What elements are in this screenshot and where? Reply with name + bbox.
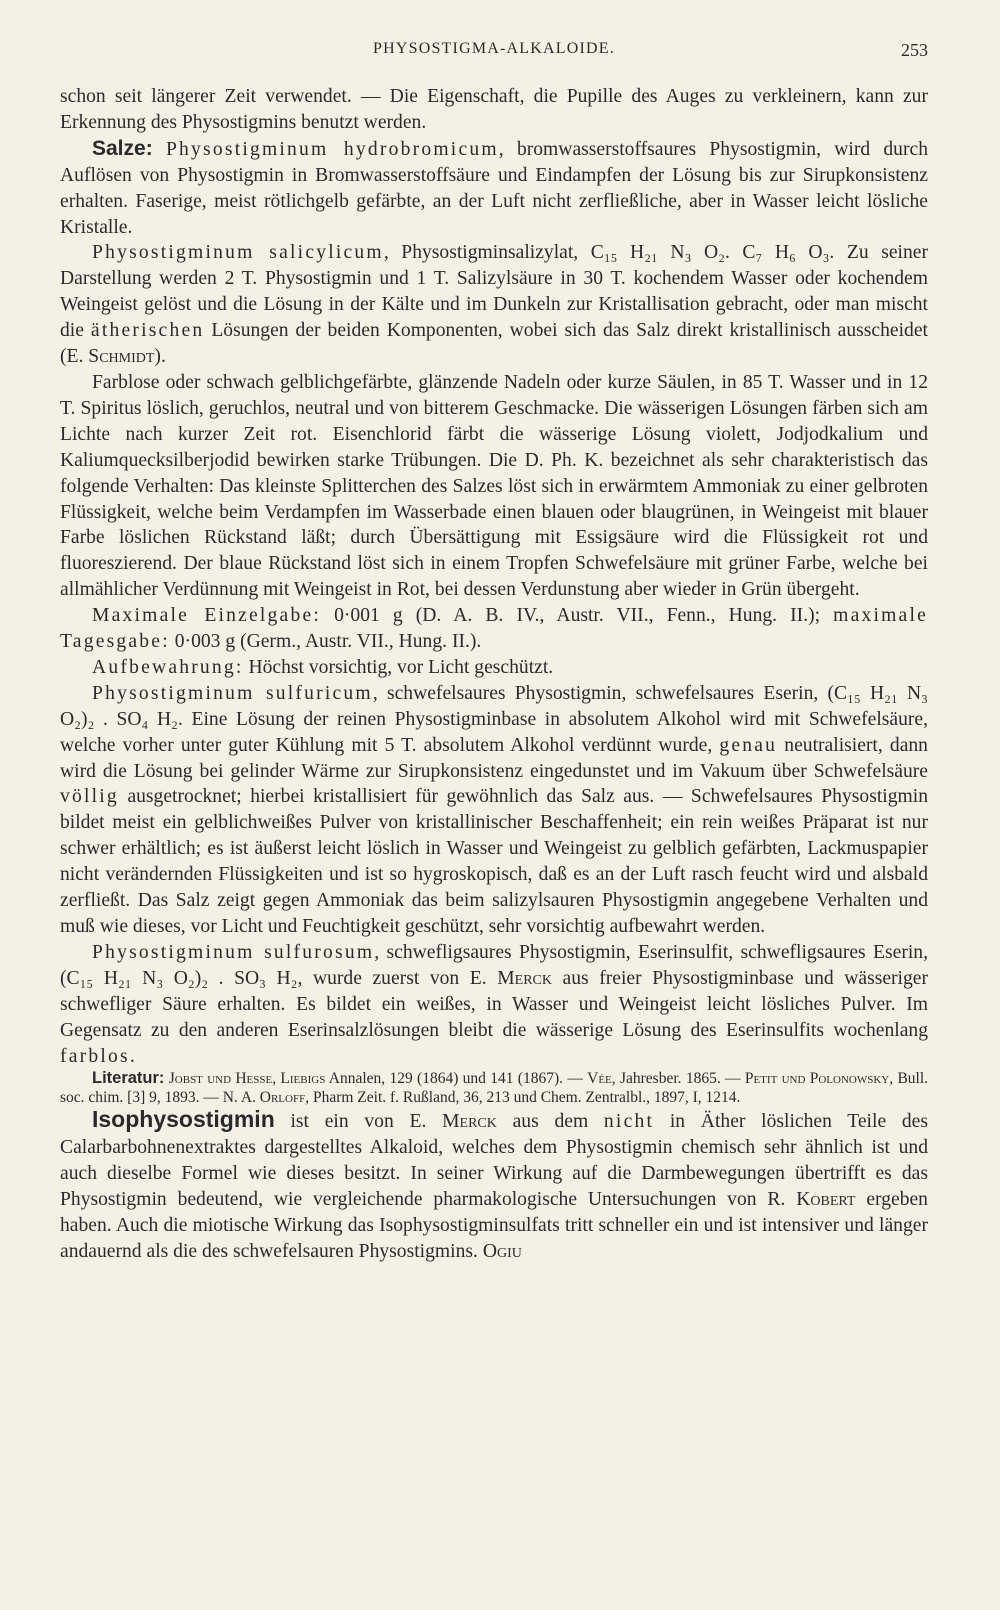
literature-label: Literatur:	[92, 1069, 165, 1088]
term-sulfurosum: Physostigminum sulfurosum	[92, 941, 375, 963]
text: , Jahresber. 1865. —	[611, 1070, 745, 1088]
paragraph-sulfuricum	[60, 681, 928, 940]
term-hydrobromicum: Physostigminum hydrobromicum	[165, 138, 499, 160]
literature-note	[60, 1069, 928, 1107]
text: ).	[154, 346, 166, 368]
page-header	[60, 0, 928, 70]
text: aus dem	[496, 1111, 604, 1133]
text: , Physostigminsalizylat, C₁₅ H₂₁ N₃ O₂. C₇ H₆ O₃. Zu seiner Darstellung werden 2 T. Physostigmin und 1 T. Salizylsäure in 30 T. kochendem Wasser oder kochendem Weingeist gelöst und die Lösung in der Kälte und im Dunkeln zur Kristallisation gebracht, oder man mischt die	[60, 242, 928, 342]
author-name: Merck	[497, 967, 552, 989]
text: Farblose oder schwach gelblichgefärbte, glänzende Nadeln oder kurze Säulen, in 85 T. Wasser und in 12 T. Spiritus löslich, geruchlos, neutral und von bitterem Geschmacke. Die wässerigen Lösungen färben sich am Lichte nach kurzer Zeit rot. Eisenchlorid färbt die wässerige Lösung violett, Jodjodkalium und Kaliumquecksilberjodid bewirken starke Trübungen. Die D. Ph. K. bezeichnet als sehr charakteristisch das folgende Verhalten: Das kleinste Splitterchen des Salzes löst sich in erwärmtem Ammoniak zu einer gelbroten Flüssigkeit, welche beim Verdampfen im Wasserbade einen blauen oder blaugrünen, in Weingeist mit blauer Farbe löslichen Rückstand läßt; durch Übersättigung mit Essigsäure wird die Flüssigkeit rot und fluoreszierend. Der blaue Rückstand löst sich in einem Tropfen Schwefelsäure mit grüner Farbe, welche bei allmählicher Verdünnung mit Weingeist in Rot, bei dessen Verdunstung aber wieder in Grün übergeht.	[60, 371, 928, 601]
paragraph-sulfurosum	[60, 940, 928, 1070]
label-einzelgabe: Maximale Einzelgabe:	[92, 605, 321, 627]
term-sulfuricum: Physostigminum sulfuricum	[92, 682, 373, 704]
term-salicylicum: Physostigminum salicylicum	[92, 242, 384, 264]
author-name: Orloff	[259, 1089, 306, 1107]
paragraph-salze	[60, 136, 928, 241]
text: .	[129, 1045, 135, 1067]
author-name: Petit und Polonowsky	[744, 1070, 890, 1088]
text: in Äther löslichen Teile des Calarbarbohnenextraktes dargestelltes Alkaloid, welches dem Physostigmin chemisch sehr ähnlich ist und auch dieselbe Formel wie dieses besitzt. In seiner Wirkung auf die Darmbewegungen übertrifft es das Physostigmin bedeutend, wie vergleichende pharmakologische Untersuchungen von R.	[60, 1111, 928, 1211]
paragraph-salicylicum	[60, 240, 928, 370]
section-label-salze: Salze:	[92, 136, 153, 160]
paragraph-1	[60, 84, 928, 136]
text: ist ein von E.	[274, 1111, 443, 1133]
author-name: Jobst und Hesse, Liebigs	[168, 1070, 326, 1088]
body-text	[60, 84, 928, 1265]
text: ausgetrocknet; hierbei kristallisiert für gewöhnlich das Salz aus. — Schwefelsaures Physostigmin bildet meist ein gelblichweißes Pulver von kristallinischer Beschaffenheit; ein rein weißes Präparat ist nur schwer erhältlich; es ist äußerst leicht löslich in Wasser und Weingeist zu gelblich gefärbten, Lackmuspapier nicht verändernden Flüssigkeiten und ist so hygroskopisch, daß es an der Luft rasch feucht wird und alsbald zerfließt. Das Salz zeigt gegen Ammoniak das beim salizylsauren Physostigmin angegebene Verhalten und muß wie dieses, vor Licht und Feuchtigkeit geschützt, sehr vorsichtig aufbewahrt werden.	[60, 786, 928, 937]
label-tagesgabe: maximale Tagesgabe:	[60, 605, 928, 653]
text: Lösungen der beiden Komponenten, wobei sich das Salz direkt kristallinisch ausscheidet (E.	[60, 320, 928, 368]
text: 0·003 g (Germ., Austr. VII., Hung. II.).	[169, 631, 482, 653]
spaced-word: genau	[719, 734, 778, 756]
author-name: Ogiu	[482, 1240, 522, 1262]
text: ergeben haben. Auch die miotische Wirkung das Isophysostigminsulfats tritt schneller ein und ist intensiver und länger andauernd als die des schwefelsauren Physostigmins.	[60, 1189, 928, 1262]
text: , schwefelsaures Physostigmin, schwefelsaures Eserin, (C₁₅ H₂₁ N₃ O₂)₂ . SO₄ H₂. Eine Lösung der reinen Physostigminbase in absolutem Alkohol wird mit Schwefelsäure, welche vorher unter guter Kühlung mit 5 T. absolutem Alkohol verdünnt wurde,	[60, 682, 929, 756]
author-name: Kobert	[796, 1189, 856, 1211]
paragraph-dosage	[60, 603, 928, 655]
text: schon seit längerer Zeit verwendet. — Die Eigenschaft, die Pupille des Auges zu verkleinern, kann zur Erkennung des Physostigmins benutzt werden.	[60, 86, 928, 133]
text: , schwefligsaures Physostigmin, Eserinsulfit, schwefligsaures Eserin, (C₁₅ H₂₁ N₃ O₂)₂ . SO₃ H₂, wurde zuerst von E.	[60, 941, 928, 989]
text: aus freier Physostigminbase und wässeriger schwefliger Säure erhalten. Es bildet ein weißes, in Wasser und Weingeist leicht lösliches Pulver. Im Gegensatz zu den anderen Eserinsalzlösungen bleibt die wässerige Lösung des Eserinsulfits wochenlang	[60, 967, 929, 1041]
spaced-word: ätherischen	[90, 320, 205, 342]
author-name: Merck	[442, 1111, 497, 1133]
spaced-word: nicht	[603, 1111, 655, 1133]
paragraph-properties	[60, 370, 928, 603]
author-name: Vée	[587, 1070, 612, 1088]
label-aufbewahrung: Aufbewahrung:	[92, 656, 244, 678]
running-head: PHYSOSTIGMA-ALKALOIDE.	[373, 40, 615, 57]
text: 0·001 g (D. A. B. IV., Austr. VII., Fenn., Hung. II.);	[321, 605, 834, 627]
text: Annalen, 129 (1864) und 141 (1867). —	[325, 1070, 588, 1088]
text: , Bull. soc. chim. [3] 9, 1893. — N. A.	[60, 1070, 929, 1107]
author-name: Schmidt	[88, 346, 155, 368]
text: , bromwasserstoffsaures Physostigmin, wird durch Auflösen von Physostigmin in Bromwasserstoffsäure und Eindampfen der Lösung bis zur Sirupkonsistenz erhalten. Faserige, meist rötlichgelb gefärbte, an der Luft nicht zerfließliche, aber in Wasser leicht lösliche Kristalle.	[60, 138, 928, 238]
text: Höchst vorsichtig, vor Licht geschützt.	[243, 656, 554, 678]
spaced-word: farblos	[60, 1045, 130, 1067]
paragraph-storage	[60, 655, 928, 681]
text: neutralisiert, dann wird die Lösung bei gelinder Wärme zur Sirupkonsistenz eingedunstet und im Vakuum über Schwefelsäure	[60, 734, 928, 782]
paragraph-isophysostigmin	[60, 1107, 928, 1264]
spaced-word: völlig	[60, 786, 119, 808]
page-number: 253	[901, 40, 928, 60]
section-label-isophysostigmin: Isophysostigmin	[92, 1106, 275, 1133]
text: , Pharm Zeit. f. Rußland, 36, 213 und Chem. Zentralbl., 1897, I, 1214.	[305, 1089, 741, 1107]
